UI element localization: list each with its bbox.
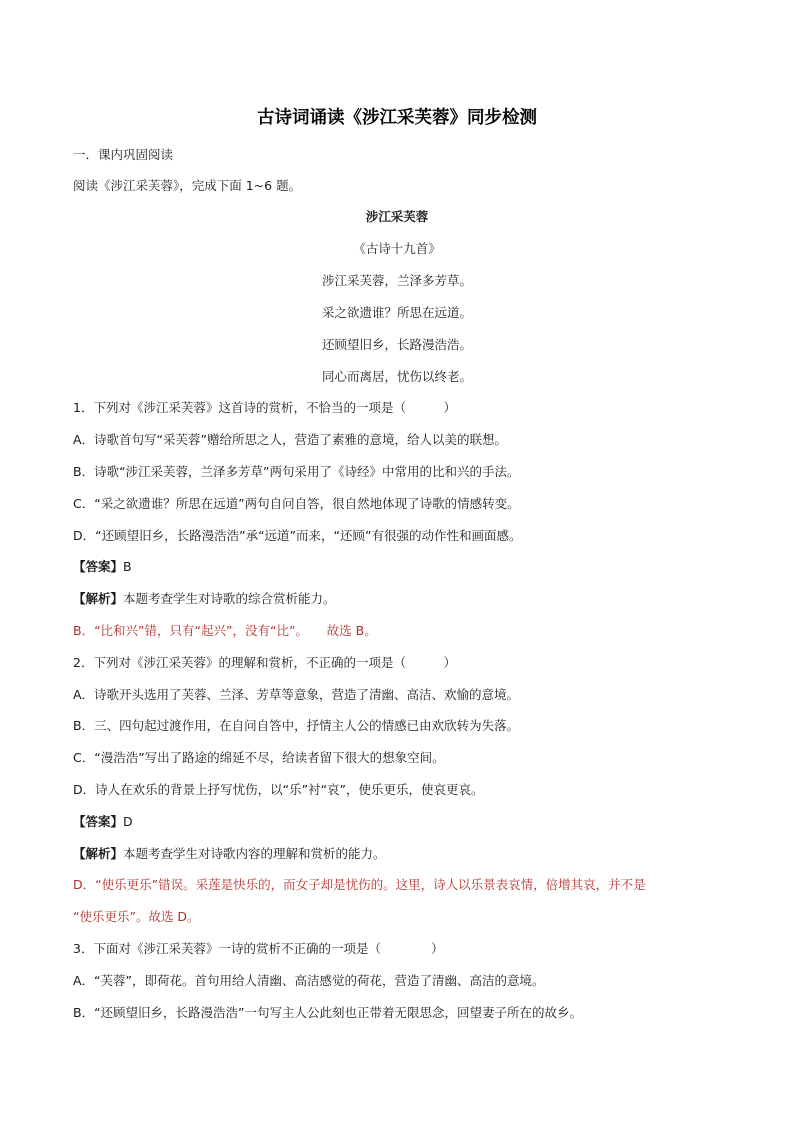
question-2-analysis: [73, 845, 386, 863]
question-3-option-a: A．“芙蓉”，即荷花。首句用给人清幽、高洁感觉的荷花，营造了清幽、高洁的意境。: [73, 973, 545, 988]
answer-value: D: [123, 814, 133, 829]
question-1-option-a: A．诗歌首句写“采芙蓉”赠给所思之人，营造了素雅的意境，给人以美的联想。: [73, 432, 508, 447]
question-3-stem: 3．下面对《涉江采芙蓉》一诗的赏析不正确的一项是（ ）: [73, 941, 444, 956]
answer-tag: 【答案】: [73, 559, 124, 574]
question-2-option-d: D．诗人在欢乐的背景上抒写忧伤，以“乐”衬“哀”，使乐更乐，使哀更哀。: [73, 782, 484, 797]
reading-instruction: 阅读《涉江采芙蓉》，完成下面 1~6 题。: [73, 178, 302, 193]
analysis-text: 本题考查学生对诗歌内容的理解和赏析的能力。: [123, 846, 386, 861]
poem-line: 采之欲遗谁？所思在远道。: [321, 305, 472, 320]
poem-line: 涉江采芙蓉，兰泽多芳草。: [321, 273, 472, 288]
poem-source: 《古诗十九首》: [353, 241, 441, 256]
question-3-option-b: B．“还顾望旧乡，长路漫浩浩”一句写主人公此刻也正带着无限思念，回望妻子所在的故乡。: [73, 1005, 583, 1020]
question-2-explanation: D．“使乐更乐”错误。采莲是快乐的，而女子却是忧伤的。这里，诗人以乐景表哀情，倍增其哀，并不是: [73, 877, 646, 892]
answer-tag: 【答案】: [73, 814, 124, 829]
question-2-answer: [73, 813, 133, 831]
analysis-tag: 【解析】: [73, 846, 124, 861]
answer-value: B: [123, 559, 132, 574]
question-1-option-b: B．诗歌“涉江采芙蓉，兰泽多芳草”两句采用了《诗经》中常用的比和兴的手法。: [73, 464, 520, 479]
question-1-explanation: B．“比和兴”错，只有“起兴”，没有“比”。 故选 B。: [73, 623, 377, 638]
question-2-explanation-cont: “使乐更乐”。故选 D。: [73, 909, 200, 924]
poem-title: 涉江采芙蓉: [365, 209, 429, 224]
question-2-option-b: B．三、四句起过渡作用，在自问自答中，抒情主人公的情感已由欢欣转为失落。: [73, 718, 520, 733]
question-1-option-c: C．“采之欲遗谁？所思在远道”两句自问自答，很自然地体现了诗歌的情感转变。: [73, 496, 520, 511]
analysis-tag: 【解析】: [73, 591, 124, 606]
question-2-option-a: A．诗歌开头选用了芙蓉、兰泽、芳草等意象，营造了清幽、高洁、欢愉的意境。: [73, 687, 520, 702]
poem-line: 还顾望旧乡，长路漫浩浩。: [321, 337, 472, 352]
page-title: 古诗词诵读《涉江采芙蓉》同步检测: [257, 108, 537, 128]
question-2-option-c: C．“漫浩浩”写出了路途的绵延不尽，给读者留下很大的想象空间。: [73, 750, 445, 765]
question-1-stem: 1．下列对《涉江采芙蓉》这首诗的赏析，不恰当的一项是（ ）: [73, 400, 456, 415]
analysis-text: 本题考查学生对诗歌的综合赏析能力。: [123, 591, 336, 606]
poem-line: 同心而离居，忧伤以终老。: [321, 369, 472, 384]
section-heading: 一．课内巩固阅读: [73, 147, 174, 162]
question-1-analysis: [73, 590, 336, 608]
question-1-answer: [73, 558, 132, 576]
question-1-option-d: D．“还顾望旧乡，长路漫浩浩”承“远道”而来，“还顾”有很强的动作性和画面感。: [73, 528, 522, 543]
question-2-stem: 2．下列对《涉江采芙蓉》的理解和赏析，不正确的一项是（ ）: [73, 655, 456, 670]
